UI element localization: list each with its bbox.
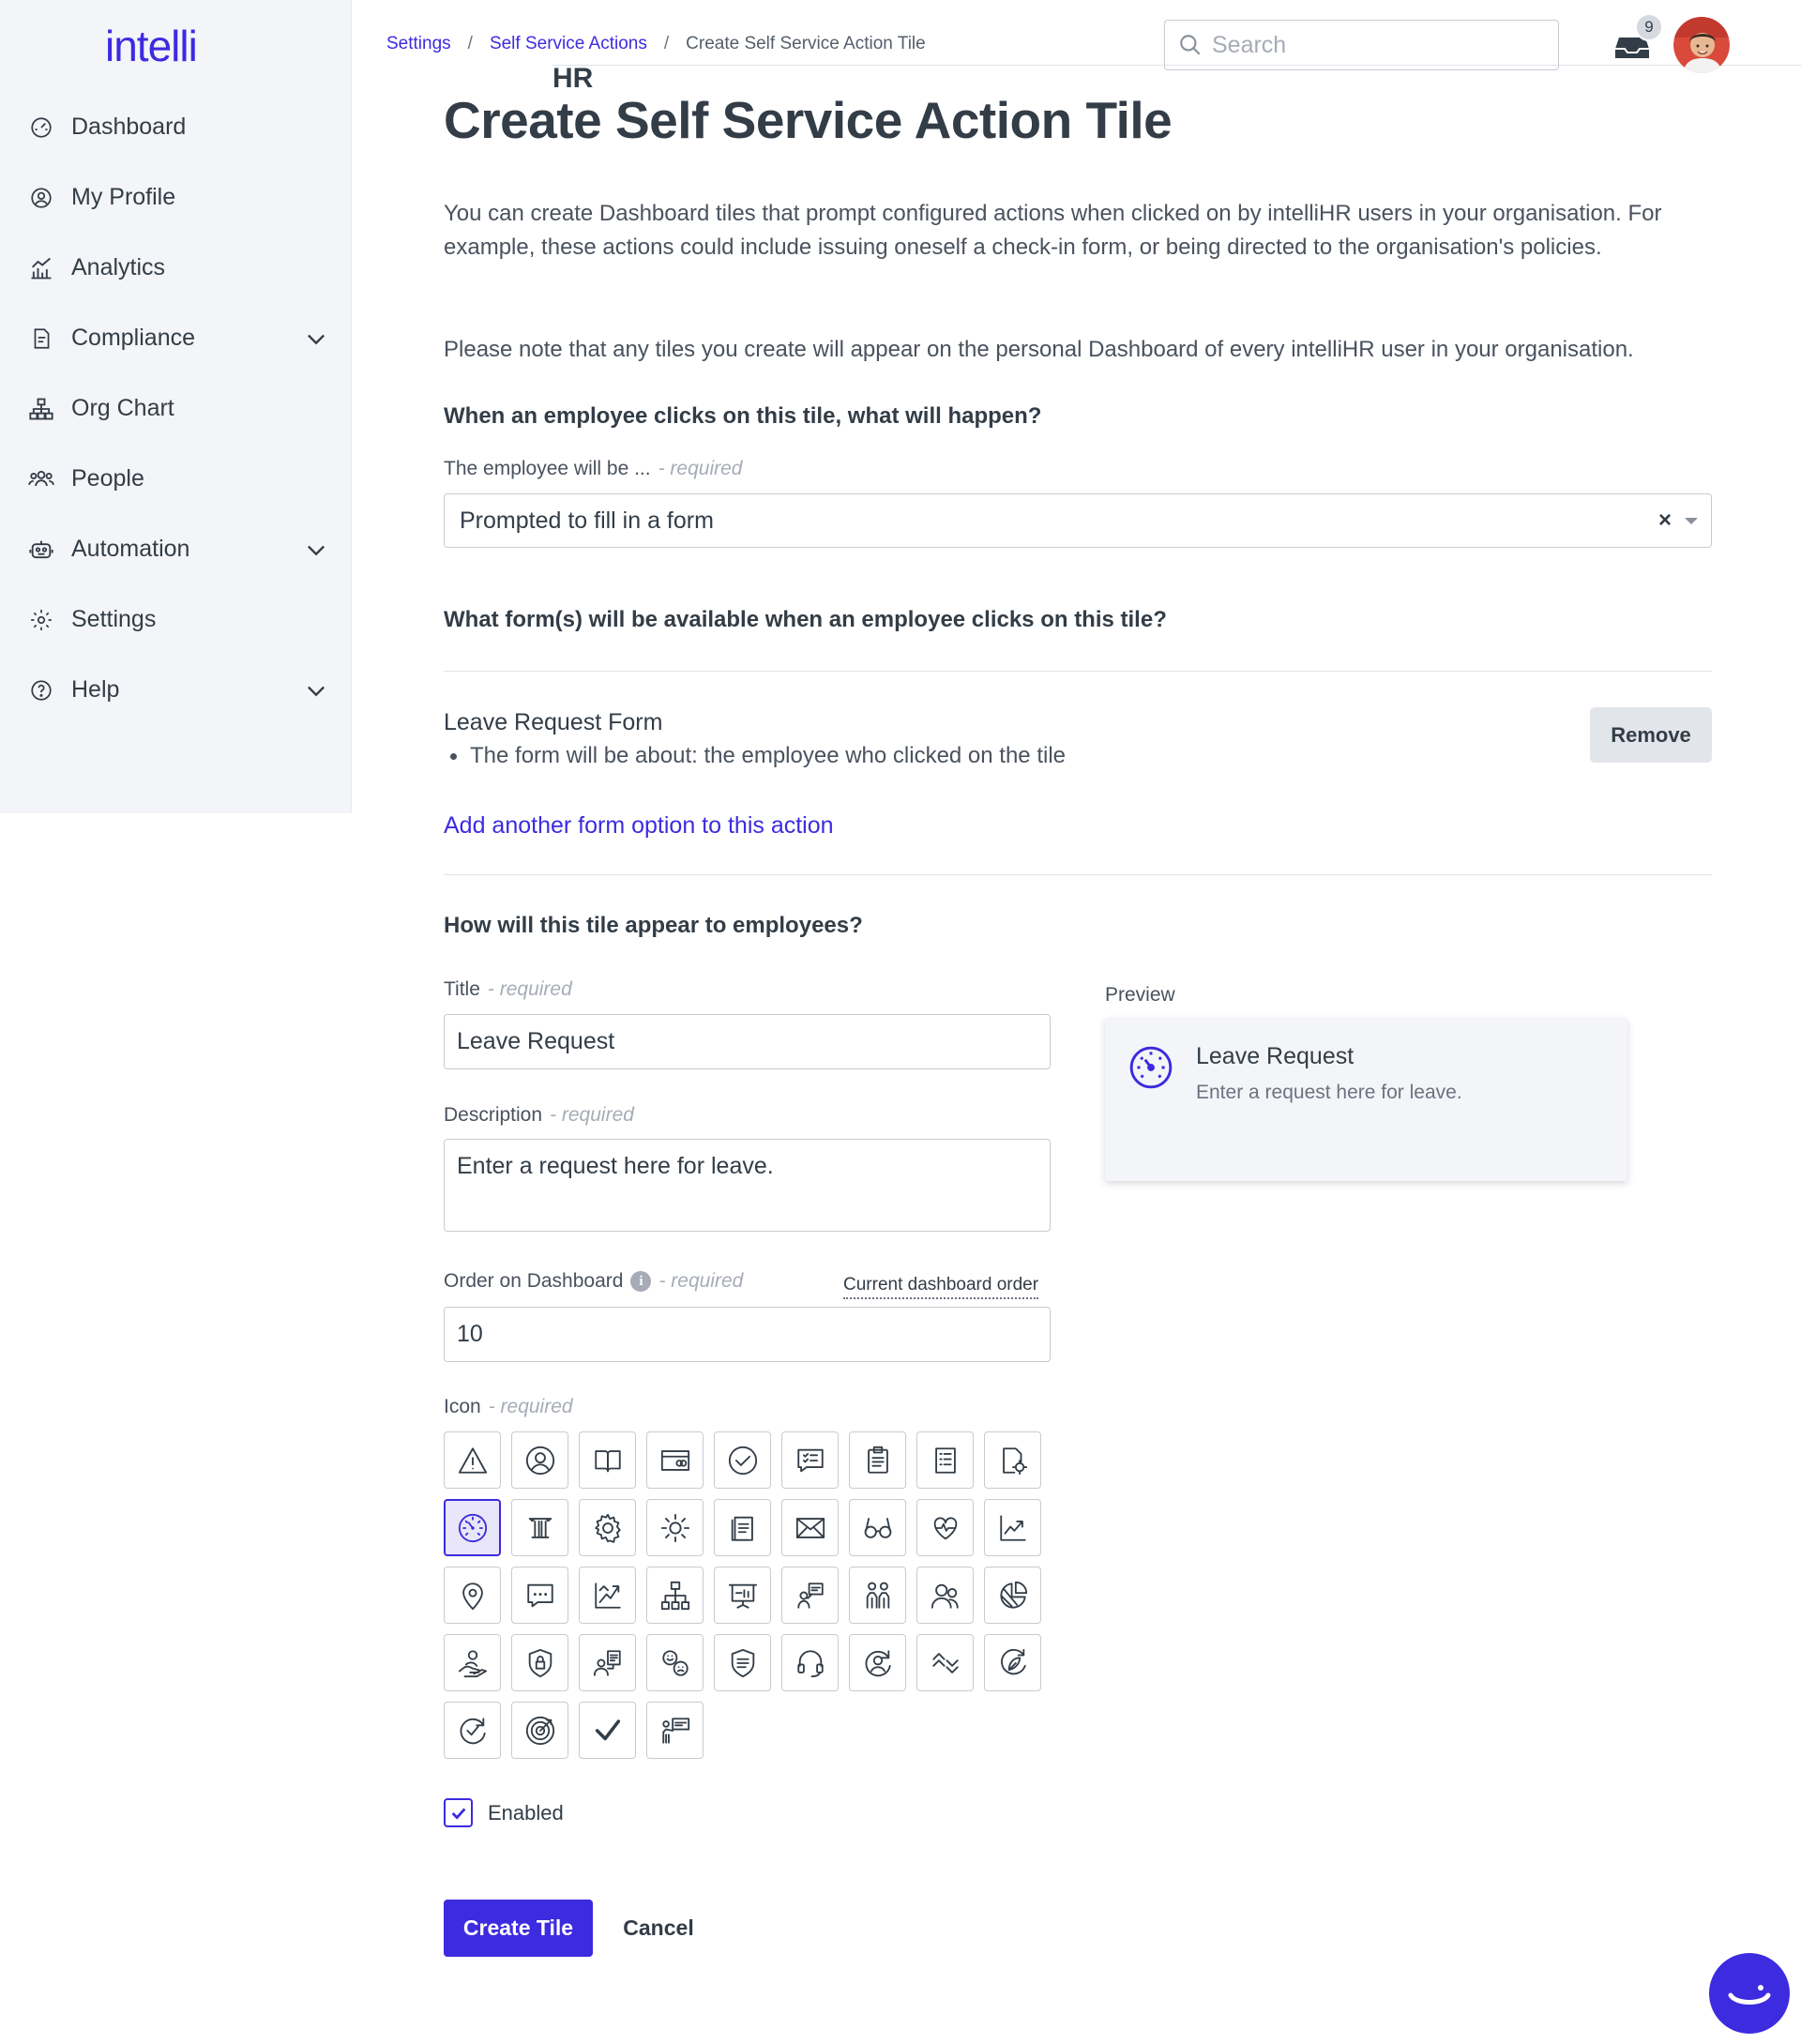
icon-option-envelope[interactable] bbox=[781, 1499, 839, 1556]
sidebar-nav bbox=[0, 92, 352, 725]
icon-option-glasses[interactable] bbox=[849, 1499, 906, 1556]
pie-chart-icon bbox=[997, 1580, 1029, 1612]
clear-selection-icon[interactable]: × bbox=[1657, 507, 1672, 533]
chat-widget-button[interactable] bbox=[1709, 1953, 1790, 2034]
document-icon bbox=[26, 324, 56, 354]
preview-tile bbox=[1105, 1018, 1627, 1181]
description-label-text: Description bbox=[444, 1104, 543, 1126]
icon-option-checkmark[interactable] bbox=[579, 1702, 636, 1759]
search-input[interactable] bbox=[1212, 32, 1531, 59]
cancel-button[interactable]: Cancel bbox=[612, 1900, 705, 1957]
action-question: When an employee clicks on this tile, what will happen? bbox=[444, 403, 1042, 429]
documents-icon bbox=[727, 1512, 759, 1544]
icon-option-checklist-chat[interactable] bbox=[781, 1431, 839, 1489]
form-option-detail-text: The form will be about: the employee who clicked on the tile bbox=[470, 743, 1067, 768]
icon-option-shield-list[interactable] bbox=[714, 1634, 771, 1691]
sidebar-item-label: Help bbox=[71, 676, 120, 703]
presentation-icon bbox=[727, 1580, 759, 1612]
icon-option-warning[interactable] bbox=[444, 1431, 501, 1489]
icon-option-clipboard[interactable] bbox=[849, 1431, 906, 1489]
target-icon bbox=[524, 1715, 556, 1747]
order-label bbox=[444, 1270, 743, 1293]
action-type-value: Prompted to fill in a form bbox=[460, 507, 714, 534]
icon-option-emoji-faces[interactable] bbox=[646, 1634, 704, 1691]
headset-icon bbox=[795, 1647, 826, 1679]
gear-icon bbox=[26, 605, 56, 635]
sidebar-item-label: Dashboard bbox=[71, 114, 187, 140]
sidebar-item-label: People bbox=[71, 465, 144, 492]
forms-question: What form(s) will be available when an employee clicks on this tile? bbox=[444, 607, 1167, 632]
ticket-icon bbox=[659, 1445, 691, 1476]
icon-option-arrows-up-down[interactable] bbox=[916, 1634, 974, 1691]
sidebar-item-compliance[interactable] bbox=[0, 303, 352, 373]
hand-care-icon bbox=[457, 1647, 489, 1679]
preview-label: Preview bbox=[1105, 984, 1175, 1006]
breadcrumb-self-service-actions-link[interactable]: Self Service Actions bbox=[489, 34, 647, 53]
sidebar-item-my-profile[interactable] bbox=[0, 162, 352, 233]
org-chart-icon bbox=[26, 394, 56, 424]
icon-option-pillar[interactable] bbox=[511, 1499, 568, 1556]
icon-option-checklist[interactable] bbox=[916, 1431, 974, 1489]
icon-option-org-chart[interactable] bbox=[646, 1567, 704, 1624]
people-icon bbox=[26, 464, 56, 494]
icon-option-document-gear[interactable] bbox=[984, 1431, 1041, 1489]
sidebar-item-label: Compliance bbox=[71, 325, 196, 351]
divider bbox=[444, 671, 1712, 672]
form-option-detail bbox=[450, 743, 1066, 769]
envelope-icon bbox=[795, 1512, 826, 1544]
icon-option-documents[interactable] bbox=[714, 1499, 771, 1556]
location-pin-icon bbox=[457, 1580, 489, 1612]
check-circle-icon bbox=[727, 1445, 759, 1476]
org-chart-icon bbox=[659, 1580, 691, 1612]
action-field-label-text: The employee will be ... bbox=[444, 458, 651, 479]
checklist-icon bbox=[930, 1445, 961, 1476]
sidebar-item-label: Org Chart bbox=[71, 395, 174, 421]
title-label bbox=[444, 978, 572, 1001]
current-dashboard-order-link[interactable]: Current dashboard order bbox=[843, 1275, 1038, 1299]
checkmark-icon bbox=[592, 1715, 624, 1747]
preview-description: Enter a request here for leave. bbox=[1196, 1082, 1462, 1103]
icon-option-person-board[interactable] bbox=[781, 1567, 839, 1624]
create-tile-button[interactable]: Create Tile bbox=[444, 1900, 593, 1957]
sidebar-item-automation[interactable] bbox=[0, 514, 352, 584]
required-marker: - required bbox=[550, 1104, 634, 1126]
document-gear-icon bbox=[997, 1445, 1029, 1476]
action-type-select[interactable] bbox=[444, 493, 1712, 548]
check-refresh-icon bbox=[457, 1715, 489, 1747]
icon-option-check-circle[interactable] bbox=[714, 1431, 771, 1489]
shield-list-icon bbox=[727, 1647, 759, 1679]
icon-option-target[interactable] bbox=[511, 1702, 568, 1759]
help-circle-icon bbox=[26, 675, 56, 705]
person-document-icon bbox=[592, 1647, 624, 1679]
icon-option-person-document[interactable] bbox=[579, 1634, 636, 1691]
order-input-value: 10 bbox=[457, 1321, 483, 1347]
sidebar-item-help[interactable] bbox=[0, 655, 352, 725]
caret-down-icon[interactable] bbox=[1685, 518, 1698, 524]
title-input[interactable] bbox=[444, 1014, 1051, 1069]
speaker-board-icon bbox=[659, 1715, 691, 1747]
growth-chart-icon bbox=[997, 1512, 1029, 1544]
robot-icon bbox=[26, 535, 56, 565]
icon-label bbox=[444, 1396, 573, 1418]
remove-button[interactable]: Remove bbox=[1590, 707, 1712, 763]
warning-icon bbox=[457, 1445, 489, 1476]
avatar[interactable] bbox=[1673, 17, 1730, 73]
icon-option-gear[interactable] bbox=[579, 1499, 636, 1556]
sidebar-item-settings[interactable] bbox=[0, 584, 352, 655]
icon-option-leaf-cycle[interactable] bbox=[984, 1634, 1041, 1691]
sidebar-item-label: Settings bbox=[71, 606, 157, 632]
speedometer-icon bbox=[1128, 1044, 1174, 1091]
page-title: Create Self Service Action Tile bbox=[444, 91, 1173, 149]
users-icon bbox=[930, 1580, 961, 1612]
speedometer-icon bbox=[457, 1512, 489, 1544]
breadcrumb-current: Create Self Service Action Tile bbox=[686, 34, 926, 53]
icon-option-chat-bubble[interactable] bbox=[511, 1567, 568, 1624]
person-board-icon bbox=[795, 1580, 826, 1612]
sidebar-item-org-chart[interactable] bbox=[0, 373, 352, 444]
analytics-chart-icon bbox=[26, 253, 56, 283]
arrows-up-down-icon bbox=[930, 1647, 961, 1679]
icon-option-headset[interactable] bbox=[781, 1634, 839, 1691]
shield-lock-icon bbox=[524, 1647, 556, 1679]
required-marker: - required bbox=[658, 458, 743, 479]
sidebar-item-people[interactable] bbox=[0, 444, 352, 514]
user-circle-icon bbox=[26, 183, 56, 213]
icon-option-ticket[interactable] bbox=[646, 1431, 704, 1489]
icon-option-book[interactable] bbox=[579, 1431, 636, 1489]
checkmark-icon bbox=[448, 1803, 469, 1824]
appearance-question: How will this tile appear to employees? bbox=[444, 913, 863, 938]
icon-option-presentation[interactable] bbox=[714, 1567, 771, 1624]
breadcrumb-settings-link[interactable]: Settings bbox=[386, 34, 451, 53]
description-textarea-value: Enter a request here for leave. bbox=[457, 1153, 774, 1179]
sidebar-item-label: My Profile bbox=[71, 184, 176, 210]
required-marker: - required bbox=[487, 978, 572, 1000]
required-marker: - required bbox=[488, 1396, 573, 1417]
leaf-cycle-icon bbox=[997, 1647, 1029, 1679]
chevron-down-icon[interactable] bbox=[303, 537, 329, 563]
chevron-down-icon[interactable] bbox=[303, 326, 329, 352]
icon-option-growth-chart[interactable] bbox=[984, 1499, 1041, 1556]
people-pair-icon bbox=[862, 1580, 894, 1612]
order-label-text: Order on Dashboard bbox=[444, 1270, 624, 1292]
emoji-faces-icon bbox=[659, 1647, 691, 1679]
icon-option-trend-arrows[interactable] bbox=[579, 1567, 636, 1624]
enabled-label: Enabled bbox=[488, 1801, 564, 1824]
logo-text: intelli bbox=[105, 22, 197, 70]
sidebar-item-label: Analytics bbox=[71, 254, 166, 280]
chevron-down-icon[interactable] bbox=[303, 677, 329, 704]
icon-option-check-refresh[interactable] bbox=[444, 1702, 501, 1759]
search-icon bbox=[1178, 33, 1203, 57]
bullet bbox=[450, 753, 457, 760]
breadcrumb-separator: / bbox=[663, 34, 670, 53]
clipboard-icon bbox=[862, 1445, 894, 1476]
gear-alt-icon bbox=[659, 1512, 691, 1544]
smile-icon bbox=[1721, 1965, 1778, 2021]
heart-pulse-icon bbox=[930, 1512, 961, 1544]
description-label bbox=[444, 1104, 634, 1127]
intro-text: You can create Dashboard tiles that prompt configured actions when clicked on by intelliHR users in your organisation. For example, these actions could include issuing oneself a check-in form, or being directed to the organisation's policies. bbox=[444, 201, 1662, 260]
book-icon bbox=[592, 1445, 624, 1476]
icon-option-hand-care[interactable] bbox=[444, 1634, 501, 1691]
icon-label-text: Icon bbox=[444, 1396, 481, 1417]
form-option-name: Leave Request Form bbox=[444, 709, 663, 735]
chat-bubble-icon bbox=[524, 1580, 556, 1612]
icon-option-shield-lock[interactable] bbox=[511, 1634, 568, 1691]
icon-option-users[interactable] bbox=[916, 1567, 974, 1624]
breadcrumb bbox=[386, 34, 926, 54]
icon-option-heart-pulse[interactable] bbox=[916, 1499, 974, 1556]
description-textarea[interactable] bbox=[444, 1139, 1051, 1232]
icon-option-speaker-board[interactable] bbox=[646, 1702, 704, 1759]
trend-arrows-icon bbox=[592, 1580, 624, 1612]
icon-option-location-pin[interactable] bbox=[444, 1567, 501, 1624]
note-text: Please note that any tiles you create will appear on the personal Dashboard of every intelliHR user in your organisation. bbox=[444, 337, 1634, 362]
dashboard-gauge-icon bbox=[26, 113, 56, 143]
notification-badge: 9 bbox=[1635, 13, 1663, 41]
title-input-value: Leave Request bbox=[457, 1028, 615, 1054]
info-icon[interactable]: i bbox=[630, 1271, 651, 1292]
icon-option-pie-chart[interactable] bbox=[984, 1567, 1041, 1624]
action-field-label bbox=[444, 458, 743, 480]
glasses-icon bbox=[862, 1512, 894, 1544]
user-circle-icon bbox=[524, 1445, 556, 1476]
enabled-checkbox[interactable] bbox=[444, 1798, 473, 1827]
breadcrumb-separator: / bbox=[467, 34, 473, 53]
icon-option-people-pair[interactable] bbox=[849, 1567, 906, 1624]
icon-option-user-refresh[interactable] bbox=[849, 1634, 906, 1691]
user-refresh-icon bbox=[862, 1647, 894, 1679]
add-form-option-link[interactable]: Add another form option to this action bbox=[444, 812, 834, 839]
title-label-text: Title bbox=[444, 978, 480, 1000]
sidebar-item-dashboard[interactable] bbox=[0, 92, 352, 162]
logo-suffix: HR bbox=[552, 65, 1801, 66]
preview-title: Leave Request bbox=[1196, 1043, 1355, 1069]
order-input[interactable] bbox=[444, 1307, 1051, 1362]
icon-option-speedometer[interactable] bbox=[444, 1499, 501, 1556]
pillar-icon bbox=[524, 1512, 556, 1544]
gear-icon bbox=[592, 1512, 624, 1544]
icon-option-gear-alt[interactable] bbox=[646, 1499, 704, 1556]
icon-option-user-circle[interactable] bbox=[511, 1431, 568, 1489]
checklist-chat-icon bbox=[795, 1445, 826, 1476]
search-box[interactable] bbox=[1164, 20, 1559, 70]
sidebar-item-label: Automation bbox=[71, 536, 190, 562]
required-marker: - required bbox=[658, 1270, 744, 1292]
divider bbox=[444, 874, 1712, 875]
sidebar-item-analytics[interactable] bbox=[0, 233, 352, 303]
